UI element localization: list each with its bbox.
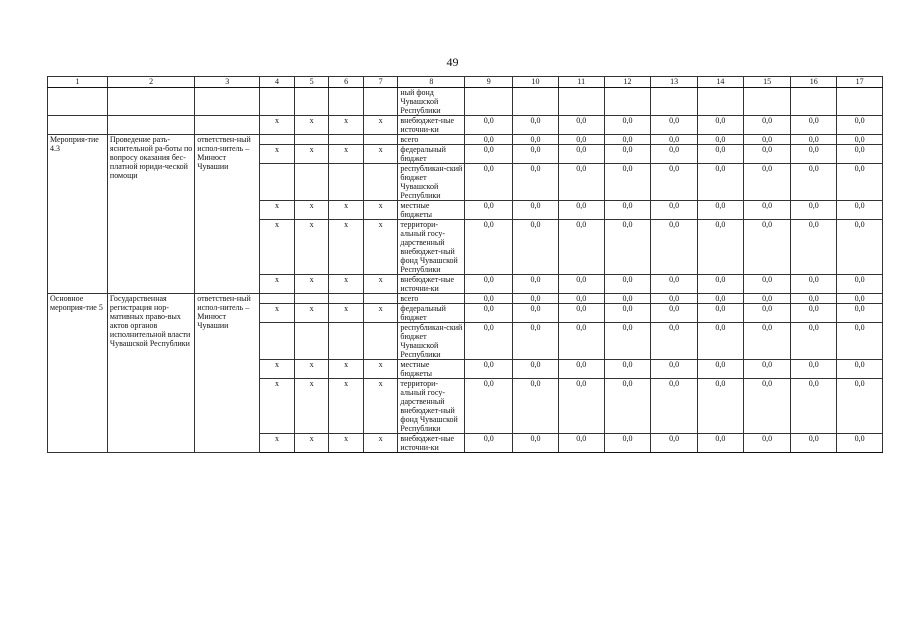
value-cell: 0,0 xyxy=(743,220,791,275)
marker-cell xyxy=(329,294,364,304)
value-cell: 0,0 xyxy=(837,116,883,135)
marker-cell: x xyxy=(294,116,329,135)
source-cell: всего xyxy=(398,294,465,304)
value-cell: 0,0 xyxy=(465,323,513,360)
marker-cell: x xyxy=(363,116,398,135)
marker-cell: x xyxy=(363,379,398,434)
marker-cell xyxy=(294,294,329,304)
value-cell: 0,0 xyxy=(698,304,744,323)
value-cell: 0,0 xyxy=(465,294,513,304)
marker-cell: x xyxy=(294,360,329,379)
value-cell: 0,0 xyxy=(604,323,651,360)
value-cell: 0,0 xyxy=(604,135,651,145)
value-cell: 0,0 xyxy=(743,145,791,164)
source-cell: местные бюджеты xyxy=(398,201,465,220)
column-header-12: 12 xyxy=(604,77,651,88)
value-cell: 0,0 xyxy=(465,304,513,323)
source-cell: местные бюджеты xyxy=(398,360,465,379)
value-cell: 0,0 xyxy=(698,434,744,453)
column-header-1: 1 xyxy=(48,77,108,88)
empty-cell xyxy=(698,88,744,116)
marker-cell: x xyxy=(294,434,329,453)
value-cell: 0,0 xyxy=(604,220,651,275)
marker-cell xyxy=(260,294,295,304)
value-cell: 0,0 xyxy=(558,434,604,453)
empty-cell xyxy=(195,116,260,135)
column-header-14: 14 xyxy=(698,77,744,88)
value-cell: 0,0 xyxy=(837,275,883,294)
column-header-16: 16 xyxy=(791,77,837,88)
column-header-9: 9 xyxy=(465,77,513,88)
value-cell: 0,0 xyxy=(465,135,513,145)
marker-cell: x xyxy=(329,220,364,275)
empty-cell xyxy=(837,88,883,116)
empty-cell xyxy=(107,116,194,135)
value-cell: 0,0 xyxy=(604,379,651,434)
table-row xyxy=(48,116,883,135)
value-cell: 0,0 xyxy=(604,201,651,220)
marker-cell: x xyxy=(329,434,364,453)
marker-cell: x xyxy=(260,220,295,275)
empty-cell xyxy=(513,88,559,116)
value-cell: 0,0 xyxy=(698,323,744,360)
value-cell: 0,0 xyxy=(743,304,791,323)
value-cell: 0,0 xyxy=(604,145,651,164)
value-cell: 0,0 xyxy=(558,145,604,164)
value-cell: 0,0 xyxy=(465,434,513,453)
value-cell: 0,0 xyxy=(558,201,604,220)
value-cell: 0,0 xyxy=(513,294,559,304)
empty-cell xyxy=(48,116,108,135)
value-cell: 0,0 xyxy=(513,360,559,379)
value-cell: 0,0 xyxy=(743,360,791,379)
value-cell: 0,0 xyxy=(837,164,883,201)
column-header-17: 17 xyxy=(837,77,883,88)
marker-cell: x xyxy=(294,304,329,323)
value-cell: 0,0 xyxy=(465,379,513,434)
value-cell: 0,0 xyxy=(558,116,604,135)
value-cell: 0,0 xyxy=(651,323,698,360)
source-cell: федеральный бюджет xyxy=(398,304,465,323)
value-cell: 0,0 xyxy=(465,164,513,201)
value-cell: 0,0 xyxy=(604,360,651,379)
value-cell: 0,0 xyxy=(558,275,604,294)
value-cell: 0,0 xyxy=(465,145,513,164)
marker-cell: x xyxy=(260,145,295,164)
marker-cell: x xyxy=(363,220,398,275)
value-cell: 0,0 xyxy=(513,135,559,145)
marker-cell: x xyxy=(294,275,329,294)
value-cell: 0,0 xyxy=(558,294,604,304)
value-cell: 0,0 xyxy=(558,135,604,145)
marker-cell xyxy=(363,135,398,145)
source-cell: всего xyxy=(398,135,465,145)
marker-cell: x xyxy=(363,275,398,294)
column-header-8: 8 xyxy=(398,77,465,88)
marker-cell: x xyxy=(260,360,295,379)
empty-cell xyxy=(651,88,698,116)
value-cell: 0,0 xyxy=(558,360,604,379)
empty-cell xyxy=(260,88,295,116)
marker-cell: x xyxy=(363,145,398,164)
marker-cell: x xyxy=(329,304,364,323)
value-cell: 0,0 xyxy=(791,145,837,164)
value-cell: 0,0 xyxy=(604,304,651,323)
marker-cell: x xyxy=(329,275,364,294)
value-cell: 0,0 xyxy=(651,145,698,164)
empty-cell xyxy=(791,88,837,116)
marker-cell xyxy=(294,135,329,145)
marker-cell xyxy=(363,164,398,201)
value-cell: 0,0 xyxy=(513,434,559,453)
marker-cell xyxy=(260,164,295,201)
table-body xyxy=(48,88,883,453)
column-header-11: 11 xyxy=(558,77,604,88)
source-cell: внебюджет-ные источни-ки xyxy=(398,116,465,135)
value-cell: 0,0 xyxy=(604,164,651,201)
value-cell: 0,0 xyxy=(513,220,559,275)
value-cell: 0,0 xyxy=(604,294,651,304)
value-cell: 0,0 xyxy=(698,379,744,434)
value-cell: 0,0 xyxy=(743,135,791,145)
value-cell: 0,0 xyxy=(743,379,791,434)
value-cell: 0,0 xyxy=(791,201,837,220)
value-cell: 0,0 xyxy=(651,201,698,220)
value-cell: 0,0 xyxy=(837,323,883,360)
value-cell: 0,0 xyxy=(837,145,883,164)
marker-cell: x xyxy=(329,360,364,379)
column-header-2: 2 xyxy=(107,77,194,88)
value-cell: 0,0 xyxy=(513,304,559,323)
marker-cell: x xyxy=(329,116,364,135)
marker-cell: x xyxy=(260,434,295,453)
empty-cell xyxy=(294,88,329,116)
value-cell: 0,0 xyxy=(513,379,559,434)
marker-cell xyxy=(329,164,364,201)
value-cell: 0,0 xyxy=(791,135,837,145)
value-cell: 0,0 xyxy=(651,164,698,201)
value-cell: 0,0 xyxy=(791,275,837,294)
marker-cell xyxy=(260,135,295,145)
table-row xyxy=(48,294,883,304)
marker-cell xyxy=(329,135,364,145)
value-cell: 0,0 xyxy=(465,220,513,275)
value-cell: 0,0 xyxy=(837,220,883,275)
value-cell: 0,0 xyxy=(837,201,883,220)
empty-cell xyxy=(363,88,398,116)
value-cell: 0,0 xyxy=(651,294,698,304)
value-cell: 0,0 xyxy=(604,116,651,135)
marker-cell: x xyxy=(260,201,295,220)
value-cell: 0,0 xyxy=(513,164,559,201)
empty-cell xyxy=(465,88,513,116)
value-cell: 0,0 xyxy=(743,164,791,201)
value-cell: 0,0 xyxy=(698,220,744,275)
value-cell: 0,0 xyxy=(791,360,837,379)
value-cell: 0,0 xyxy=(558,304,604,323)
source-cell: территори-альный госу-дарственный внебюджет-ный фонд Чувашской Республики xyxy=(398,220,465,275)
value-cell: 0,0 xyxy=(651,360,698,379)
marker-cell: x xyxy=(363,201,398,220)
value-cell: 0,0 xyxy=(743,201,791,220)
value-cell: 0,0 xyxy=(651,135,698,145)
value-cell: 0,0 xyxy=(743,323,791,360)
value-cell: 0,0 xyxy=(651,379,698,434)
value-cell: 0,0 xyxy=(698,201,744,220)
value-cell: 0,0 xyxy=(465,116,513,135)
value-cell: 0,0 xyxy=(651,116,698,135)
value-cell: 0,0 xyxy=(465,275,513,294)
executor-cell: ответствен-ный испол-нитель – Минюст Чувашии xyxy=(195,135,260,294)
value-cell: 0,0 xyxy=(651,304,698,323)
value-cell: 0,0 xyxy=(698,360,744,379)
value-cell: 0,0 xyxy=(465,360,513,379)
value-cell: 0,0 xyxy=(791,323,837,360)
source-cell: республикан-ский бюджет Чувашской Республики xyxy=(398,164,465,201)
marker-cell: x xyxy=(329,379,364,434)
value-cell: 0,0 xyxy=(465,201,513,220)
marker-cell: x xyxy=(294,201,329,220)
value-cell: 0,0 xyxy=(791,304,837,323)
value-cell: 0,0 xyxy=(651,275,698,294)
value-cell: 0,0 xyxy=(651,220,698,275)
value-cell: 0,0 xyxy=(743,294,791,304)
marker-cell: x xyxy=(260,304,295,323)
value-cell: 0,0 xyxy=(651,434,698,453)
value-cell: 0,0 xyxy=(837,135,883,145)
marker-cell xyxy=(363,294,398,304)
value-cell: 0,0 xyxy=(513,201,559,220)
value-cell: 0,0 xyxy=(698,135,744,145)
table-row xyxy=(48,88,883,116)
marker-cell xyxy=(329,323,364,360)
source-cell: территори-альный госу-дарственный внебюджет-ный фонд Чувашской Республики xyxy=(398,379,465,434)
marker-cell: x xyxy=(294,145,329,164)
value-cell: 0,0 xyxy=(558,323,604,360)
value-cell: 0,0 xyxy=(698,164,744,201)
value-cell: 0,0 xyxy=(698,116,744,135)
empty-cell xyxy=(743,88,791,116)
column-header-4: 4 xyxy=(260,77,295,88)
marker-cell xyxy=(363,323,398,360)
value-cell: 0,0 xyxy=(791,379,837,434)
value-cell: 0,0 xyxy=(837,304,883,323)
empty-cell xyxy=(329,88,364,116)
marker-cell xyxy=(294,164,329,201)
column-header-3: 3 xyxy=(195,77,260,88)
empty-cell xyxy=(107,88,194,116)
value-cell: 0,0 xyxy=(558,379,604,434)
value-cell: 0,0 xyxy=(698,294,744,304)
marker-cell: x xyxy=(260,275,295,294)
source-cell: республикан-ский бюджет Чувашской Республики xyxy=(398,323,465,360)
value-cell: 0,0 xyxy=(743,434,791,453)
executor-cell: ответствен-ный испол-нитель – Минюст Чувашии xyxy=(195,294,260,453)
value-cell: 0,0 xyxy=(604,275,651,294)
marker-cell: x xyxy=(294,220,329,275)
marker-cell: x xyxy=(260,379,295,434)
column-header-15: 15 xyxy=(743,77,791,88)
source-cell: внебюджет-ные источни-ки xyxy=(398,434,465,453)
value-cell: 0,0 xyxy=(791,294,837,304)
value-cell: 0,0 xyxy=(698,145,744,164)
value-cell: 0,0 xyxy=(698,275,744,294)
column-header-10: 10 xyxy=(513,77,559,88)
column-header-7: 7 xyxy=(363,77,398,88)
marker-cell: x xyxy=(260,116,295,135)
value-cell: 0,0 xyxy=(837,434,883,453)
empty-cell xyxy=(195,88,260,116)
value-cell: 0,0 xyxy=(743,275,791,294)
header-row xyxy=(48,77,883,88)
value-cell: 0,0 xyxy=(558,164,604,201)
marker-cell: x xyxy=(363,304,398,323)
event-code-cell: Мероприя-тие 4.3 xyxy=(48,135,108,294)
value-cell: 0,0 xyxy=(513,275,559,294)
value-cell: 0,0 xyxy=(837,360,883,379)
value-cell: 0,0 xyxy=(743,116,791,135)
value-cell: 0,0 xyxy=(837,379,883,434)
column-header-5: 5 xyxy=(294,77,329,88)
marker-cell: x xyxy=(363,434,398,453)
event-name-cell: Проведение разъ-яснительной ра-боты по вопросу оказания бес-платной юриди-ческой помощи xyxy=(107,135,194,294)
column-header-6: 6 xyxy=(329,77,364,88)
marker-cell: x xyxy=(329,145,364,164)
source-cell: внебюджет-ные источни-ки xyxy=(398,275,465,294)
value-cell: 0,0 xyxy=(837,294,883,304)
marker-cell: x xyxy=(363,360,398,379)
value-cell: 0,0 xyxy=(513,116,559,135)
budget-table xyxy=(47,76,883,453)
empty-cell xyxy=(48,88,108,116)
page-number: 49 xyxy=(446,55,459,69)
empty-cell xyxy=(604,88,651,116)
empty-cell xyxy=(558,88,604,116)
value-cell: 0,0 xyxy=(604,434,651,453)
value-cell: 0,0 xyxy=(513,145,559,164)
marker-cell xyxy=(260,323,295,360)
marker-cell: x xyxy=(329,201,364,220)
value-cell: 0,0 xyxy=(791,116,837,135)
event-name-cell: Государственная регистрация нор-мативных право-вых актов органов исполнительной власти Чувашской Республики xyxy=(107,294,194,453)
source-cell: федеральный бюджет xyxy=(398,145,465,164)
value-cell: 0,0 xyxy=(791,434,837,453)
source-cell: ный фонд Чувашской Республики xyxy=(398,88,465,116)
value-cell: 0,0 xyxy=(513,323,559,360)
value-cell: 0,0 xyxy=(791,164,837,201)
marker-cell: x xyxy=(294,379,329,434)
column-header-13: 13 xyxy=(651,77,698,88)
table-row xyxy=(48,135,883,145)
value-cell: 0,0 xyxy=(791,220,837,275)
marker-cell xyxy=(294,323,329,360)
value-cell: 0,0 xyxy=(558,220,604,275)
event-code-cell: Основное мероприя-тие 5 xyxy=(48,294,108,453)
